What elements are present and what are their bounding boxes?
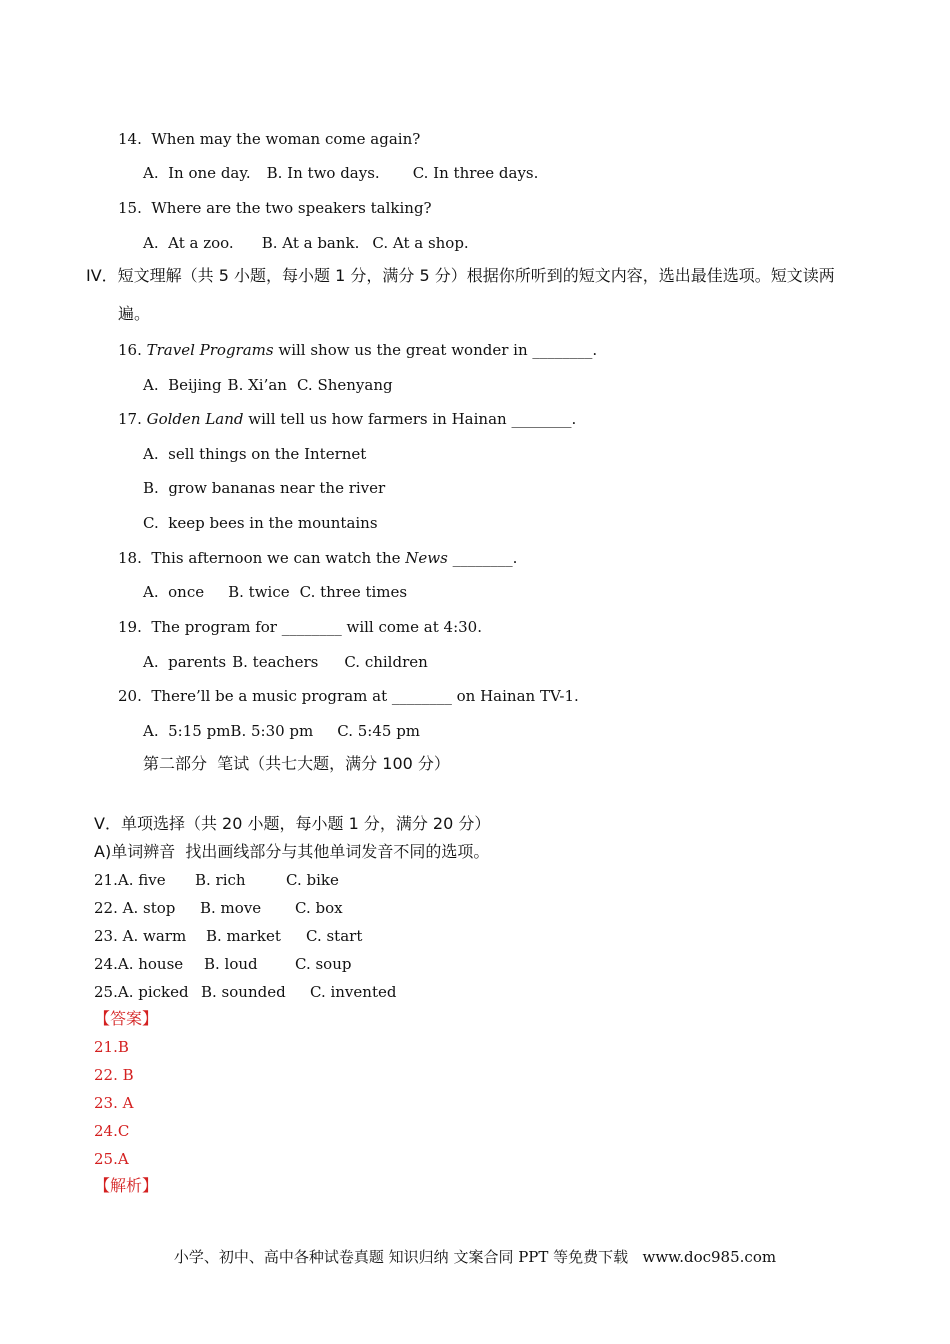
question-text: 18. This afternoon we can watch the	[118, 549, 406, 567]
answer-item: 24.C	[94, 1122, 130, 1140]
option-a: A. 5:15 pm	[143, 722, 231, 740]
section-4-number: IV．	[86, 266, 118, 285]
question-blank: ________.	[447, 549, 518, 567]
question-18-stem	[118, 548, 517, 568]
question-15-options	[143, 233, 469, 253]
section-5-subheading: A)单词辨音 找出画线部分与其他单词发音不同的选项。	[94, 842, 490, 861]
section-5-heading: V．单项选择（共 20 小题，每小题 1 分，满分 20 分）	[94, 814, 491, 833]
option-a: A. At a zoo.	[143, 234, 234, 252]
option-c: C. Shenyang	[296, 376, 393, 394]
option-b: B. rich	[195, 871, 246, 889]
question-19-options	[143, 652, 428, 672]
option-a: 22. A. stop	[94, 899, 176, 917]
option-b: B. sounded	[201, 983, 286, 1001]
section-4-title: 短文理解（共 5 小题，每小题 1 分，满分 5 分）根据你所听到的短文内容，选出最佳选项。短文读两	[117, 266, 835, 285]
option-c: C. In three days.	[412, 164, 539, 182]
question-17-option-c: C. keep bees in the mountains	[143, 514, 378, 532]
section-4-title-continued: 遍。	[118, 304, 151, 323]
option-b: B. move	[200, 899, 262, 917]
option-c: C. At a shop.	[372, 234, 469, 252]
option-a: 23. A. warm	[94, 927, 187, 945]
option-a: A. In one day.	[143, 164, 251, 182]
answer-item: 23. A	[94, 1094, 134, 1112]
question-text: will tell us how farmers in Hainan ________.	[243, 410, 577, 428]
part-2-heading: 第二部分 笔试（共七大题，满分 100 分）	[143, 754, 450, 773]
question-number: 17.	[118, 410, 147, 428]
phonetics-row	[94, 982, 396, 1002]
program-name: Travel Programs	[146, 341, 274, 359]
option-a: A. parents	[143, 653, 227, 671]
option-c: C. box	[295, 899, 343, 917]
option-b: B. loud	[204, 955, 258, 973]
option-b: B. market	[206, 927, 281, 945]
question-15-stem: 15. Where are the two speakers talking?	[118, 199, 432, 217]
option-c: C. bike	[286, 871, 339, 889]
option-b: B. twice	[228, 583, 290, 601]
option-a: 24.A. house	[94, 955, 184, 973]
answer-label: 【答案】	[94, 1009, 159, 1028]
program-name: Golden Land	[146, 410, 244, 428]
program-name: News	[405, 549, 448, 567]
option-b: B. teachers	[232, 653, 319, 671]
option-c: C. start	[306, 927, 363, 945]
option-b: B. At a bank.	[261, 234, 360, 252]
question-14-stem: 14. When may the woman come again?	[118, 130, 421, 148]
question-16-options	[143, 375, 393, 395]
option-c: C. children	[344, 653, 428, 671]
phonetics-row	[94, 898, 343, 918]
option-a: A. once	[143, 583, 205, 601]
question-18-options	[143, 582, 407, 602]
question-17-option-a: A. sell things on the Internet	[143, 445, 367, 463]
option-b: B. Xi’an	[227, 376, 287, 394]
question-17-option-b: B. grow bananas near the river	[143, 479, 386, 497]
option-a: 25.A. picked	[94, 983, 189, 1001]
option-c: C. three times	[299, 583, 408, 601]
section-4-heading	[86, 266, 835, 286]
option-b: B. 5:30 pm	[230, 722, 314, 740]
question-number: 16.	[118, 341, 147, 359]
question-14-options	[143, 163, 538, 183]
option-c: C. 5:45 pm	[337, 722, 421, 740]
phonetics-row	[94, 954, 351, 974]
question-20-stem: 20. There’ll be a music program at ________ on Hainan TV-1.	[118, 687, 579, 705]
answer-item: 25.A	[94, 1150, 129, 1168]
option-c: C. soup	[295, 955, 352, 973]
question-16-stem	[118, 340, 597, 360]
question-text: will show us the great wonder in ________.	[273, 341, 598, 359]
analysis-label: 【解析】	[94, 1176, 159, 1195]
page-footer: 小学、初中、高中各种试卷真题 知识归纳 文案合同 PPT 等免费下载 www.doc985.com	[173, 1248, 777, 1266]
answer-item: 22. B	[94, 1066, 134, 1084]
phonetics-row	[94, 926, 362, 946]
answer-item: 21.B	[94, 1038, 129, 1056]
phonetics-row	[94, 870, 339, 890]
question-19-stem: 19. The program for ________ will come at 4:30.	[118, 618, 482, 636]
option-c: C. invented	[310, 983, 397, 1001]
option-a: A. Beijing	[143, 376, 222, 394]
question-17-stem	[118, 409, 576, 429]
question-20-options	[143, 721, 420, 741]
option-b: B. In two days.	[266, 164, 380, 182]
option-a: 21.A. five	[94, 871, 166, 889]
